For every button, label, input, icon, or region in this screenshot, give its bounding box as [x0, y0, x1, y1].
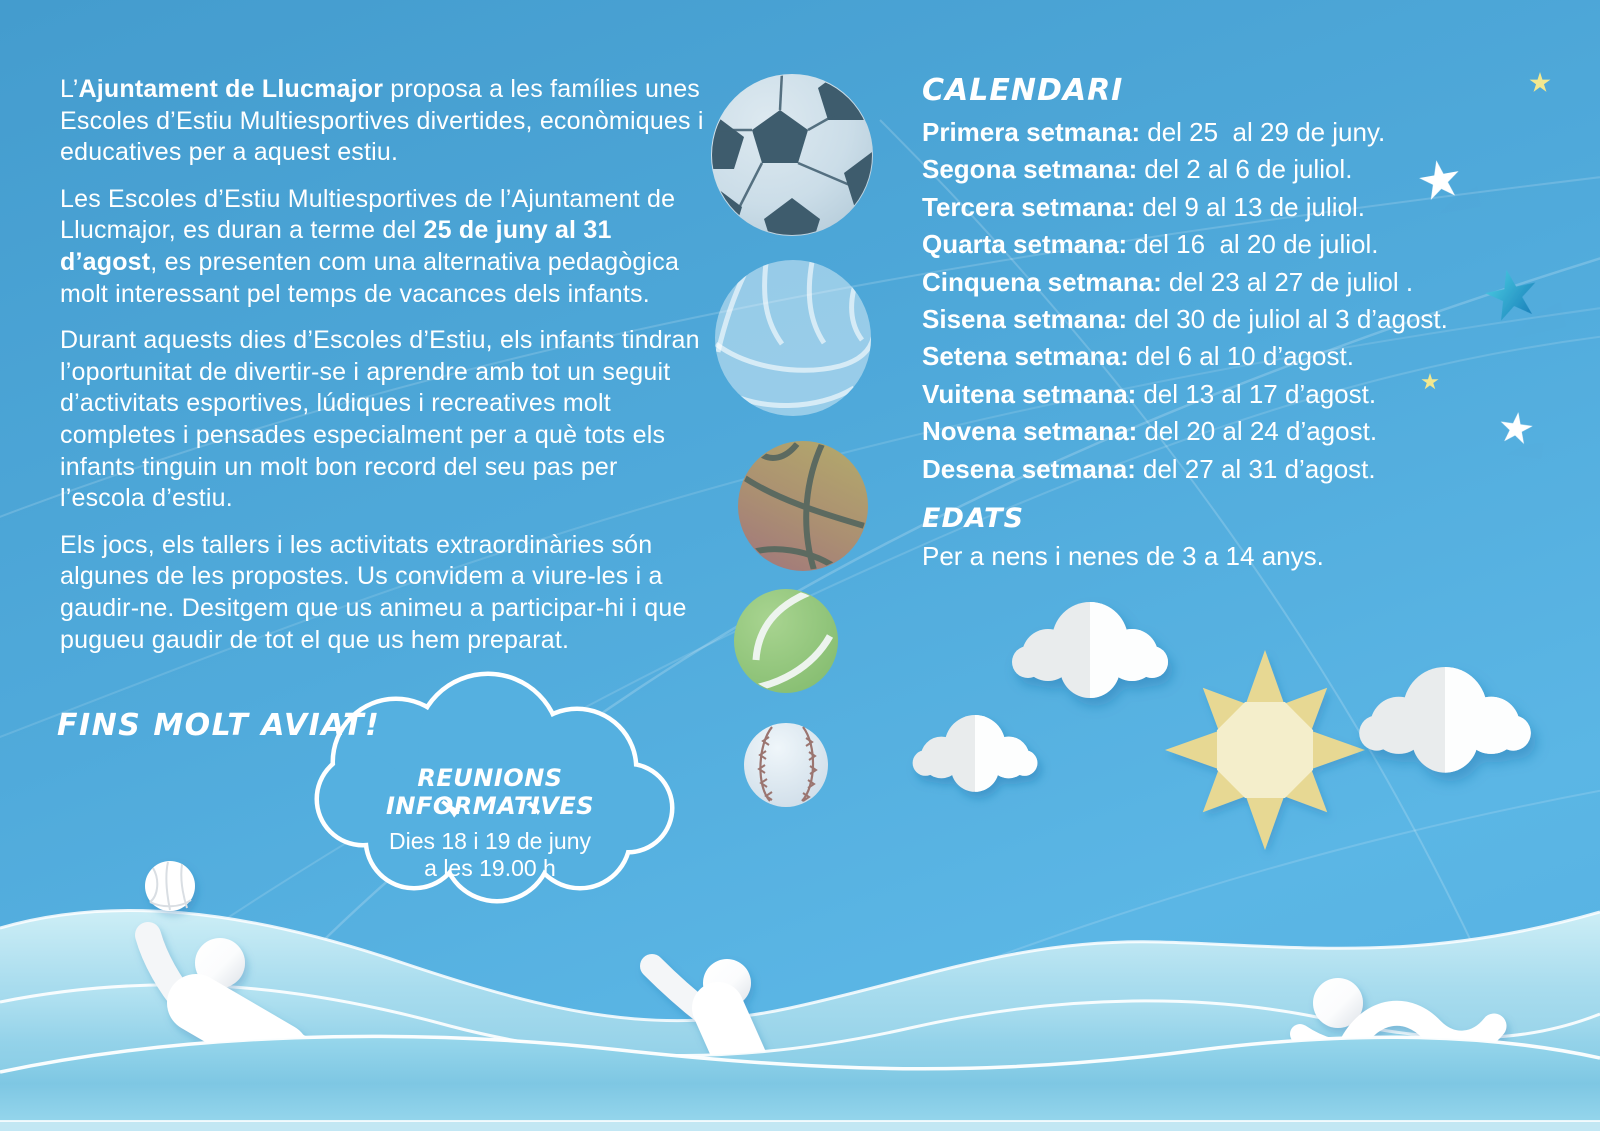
ages-section — [922, 503, 1324, 572]
farewell-text: FINS MOLT AVIAT! — [57, 708, 381, 743]
soccer-ball-icon — [686, 67, 900, 251]
week-dates: del 20 al 24 d’agost. — [1144, 416, 1378, 447]
week-label: Desena setmana: — [922, 453, 1136, 484]
week-label: Setena setmana: — [922, 341, 1129, 372]
bubble-title: REUNIONS INFORMATIVES — [385, 764, 594, 820]
bubble-text — [330, 764, 650, 882]
paper-cloud-icon — [1359, 667, 1531, 773]
week-dates: del 9 al 13 de juliol. — [1142, 191, 1366, 222]
week-label: Novena setmana: — [922, 416, 1138, 447]
paper-cloud-icon — [913, 715, 1038, 792]
calendar-week-row — [922, 413, 1448, 450]
basketball-icon — [738, 441, 868, 572]
white-star-icon — [1498, 410, 1534, 445]
week-dates: del 6 al 10 d’agost. — [1135, 341, 1354, 372]
ages-title: EDATS — [922, 503, 1025, 534]
tennis-ball-icon — [734, 589, 838, 693]
week-label: Sisena setmana: — [922, 304, 1128, 335]
intro-paragraph: Durant aquests dies d’Escoles d’Estiu, els infants tindran l’oportunitat de divertir-se i aprendre amb tot un seguit d’activitats esportives, lúdiques i recreatives molt completes i pensades especialment per a què tots els infants tinguin un molt bon record del seu pas per l’escola d’estiu. — [60, 326, 700, 513]
calendar-title: CALENDARI — [922, 73, 1124, 108]
week-dates: del 16 al 20 de juliol. — [1134, 229, 1379, 260]
calendar-week-row — [922, 301, 1448, 338]
bubble-line1: Dies 18 i 19 de juny — [388, 828, 591, 854]
sun-icon — [1165, 650, 1365, 850]
bubble-line2: a les 19.00 h — [424, 855, 556, 881]
teal-star-icon — [1481, 264, 1541, 322]
calendar-week-row — [922, 189, 1448, 226]
week-dates: del 30 de juliol al 3 d’agost. — [1134, 304, 1448, 335]
calendar-week-row — [922, 338, 1448, 375]
week-label: Segona setmana: — [922, 154, 1138, 185]
intro-text — [60, 74, 708, 671]
intro-paragraph: L’Ajuntament de Llucmajor proposa a les famílies unes Escoles d’Estiu Multiesportives divertides, econòmiques i educatives per a aquest estiu. — [60, 75, 704, 167]
week-label: Quarta setmana: — [922, 229, 1128, 260]
week-dates: del 13 al 17 d’agost. — [1143, 378, 1377, 409]
week-label: Vuitena setmana: — [922, 378, 1137, 409]
calendar-week-row — [922, 451, 1448, 488]
calendar-week-row — [922, 226, 1448, 263]
week-dates: del 27 al 31 d’agost. — [1142, 453, 1376, 484]
week-dates: del 25 al 29 de juny. — [1147, 117, 1386, 147]
calendar-week-row — [922, 114, 1448, 151]
ages-text: Per a nens i nenes de 3 a 14 anys. — [922, 541, 1324, 571]
week-label: Primera setmana: — [922, 117, 1141, 147]
calendar-weeks — [922, 114, 1448, 488]
yellow-star-icon — [1530, 72, 1551, 92]
week-dates: del 23 al 27 de juliol . — [1168, 266, 1414, 297]
week-dates: del 2 al 6 de juliol. — [1144, 154, 1353, 185]
calendar-section — [922, 74, 1448, 488]
baseball-icon — [744, 723, 828, 807]
calendar-week-row — [922, 264, 1448, 301]
calendar-week-row — [922, 151, 1448, 188]
intro-paragraph: Els jocs, els tallers i les activitats extraordinàries són algunes de les propostes. Us convidem a viure-les i a gaudir-ne. Desitgem que us animeu a participar-hi i que pugueu gaudir de tot el que us hem preparat. — [60, 530, 687, 654]
week-label: Cinquena setmana: — [922, 266, 1162, 297]
calendar-week-row — [922, 376, 1448, 413]
volleyball-icon — [715, 260, 874, 416]
week-label: Tercera setmana: — [922, 191, 1136, 222]
paper-cloud-icon — [1012, 602, 1168, 698]
volleyball-small-icon — [145, 861, 195, 911]
intro-paragraph: Les Escoles d’Estiu Multiesportives de l’Ajuntament de Llucmajor, es duran a terme del 25 de juny al 31 d’agost, es presenten com una alternativa pedagògica molt interessant pel temps de vacances dels infants. — [60, 184, 680, 308]
